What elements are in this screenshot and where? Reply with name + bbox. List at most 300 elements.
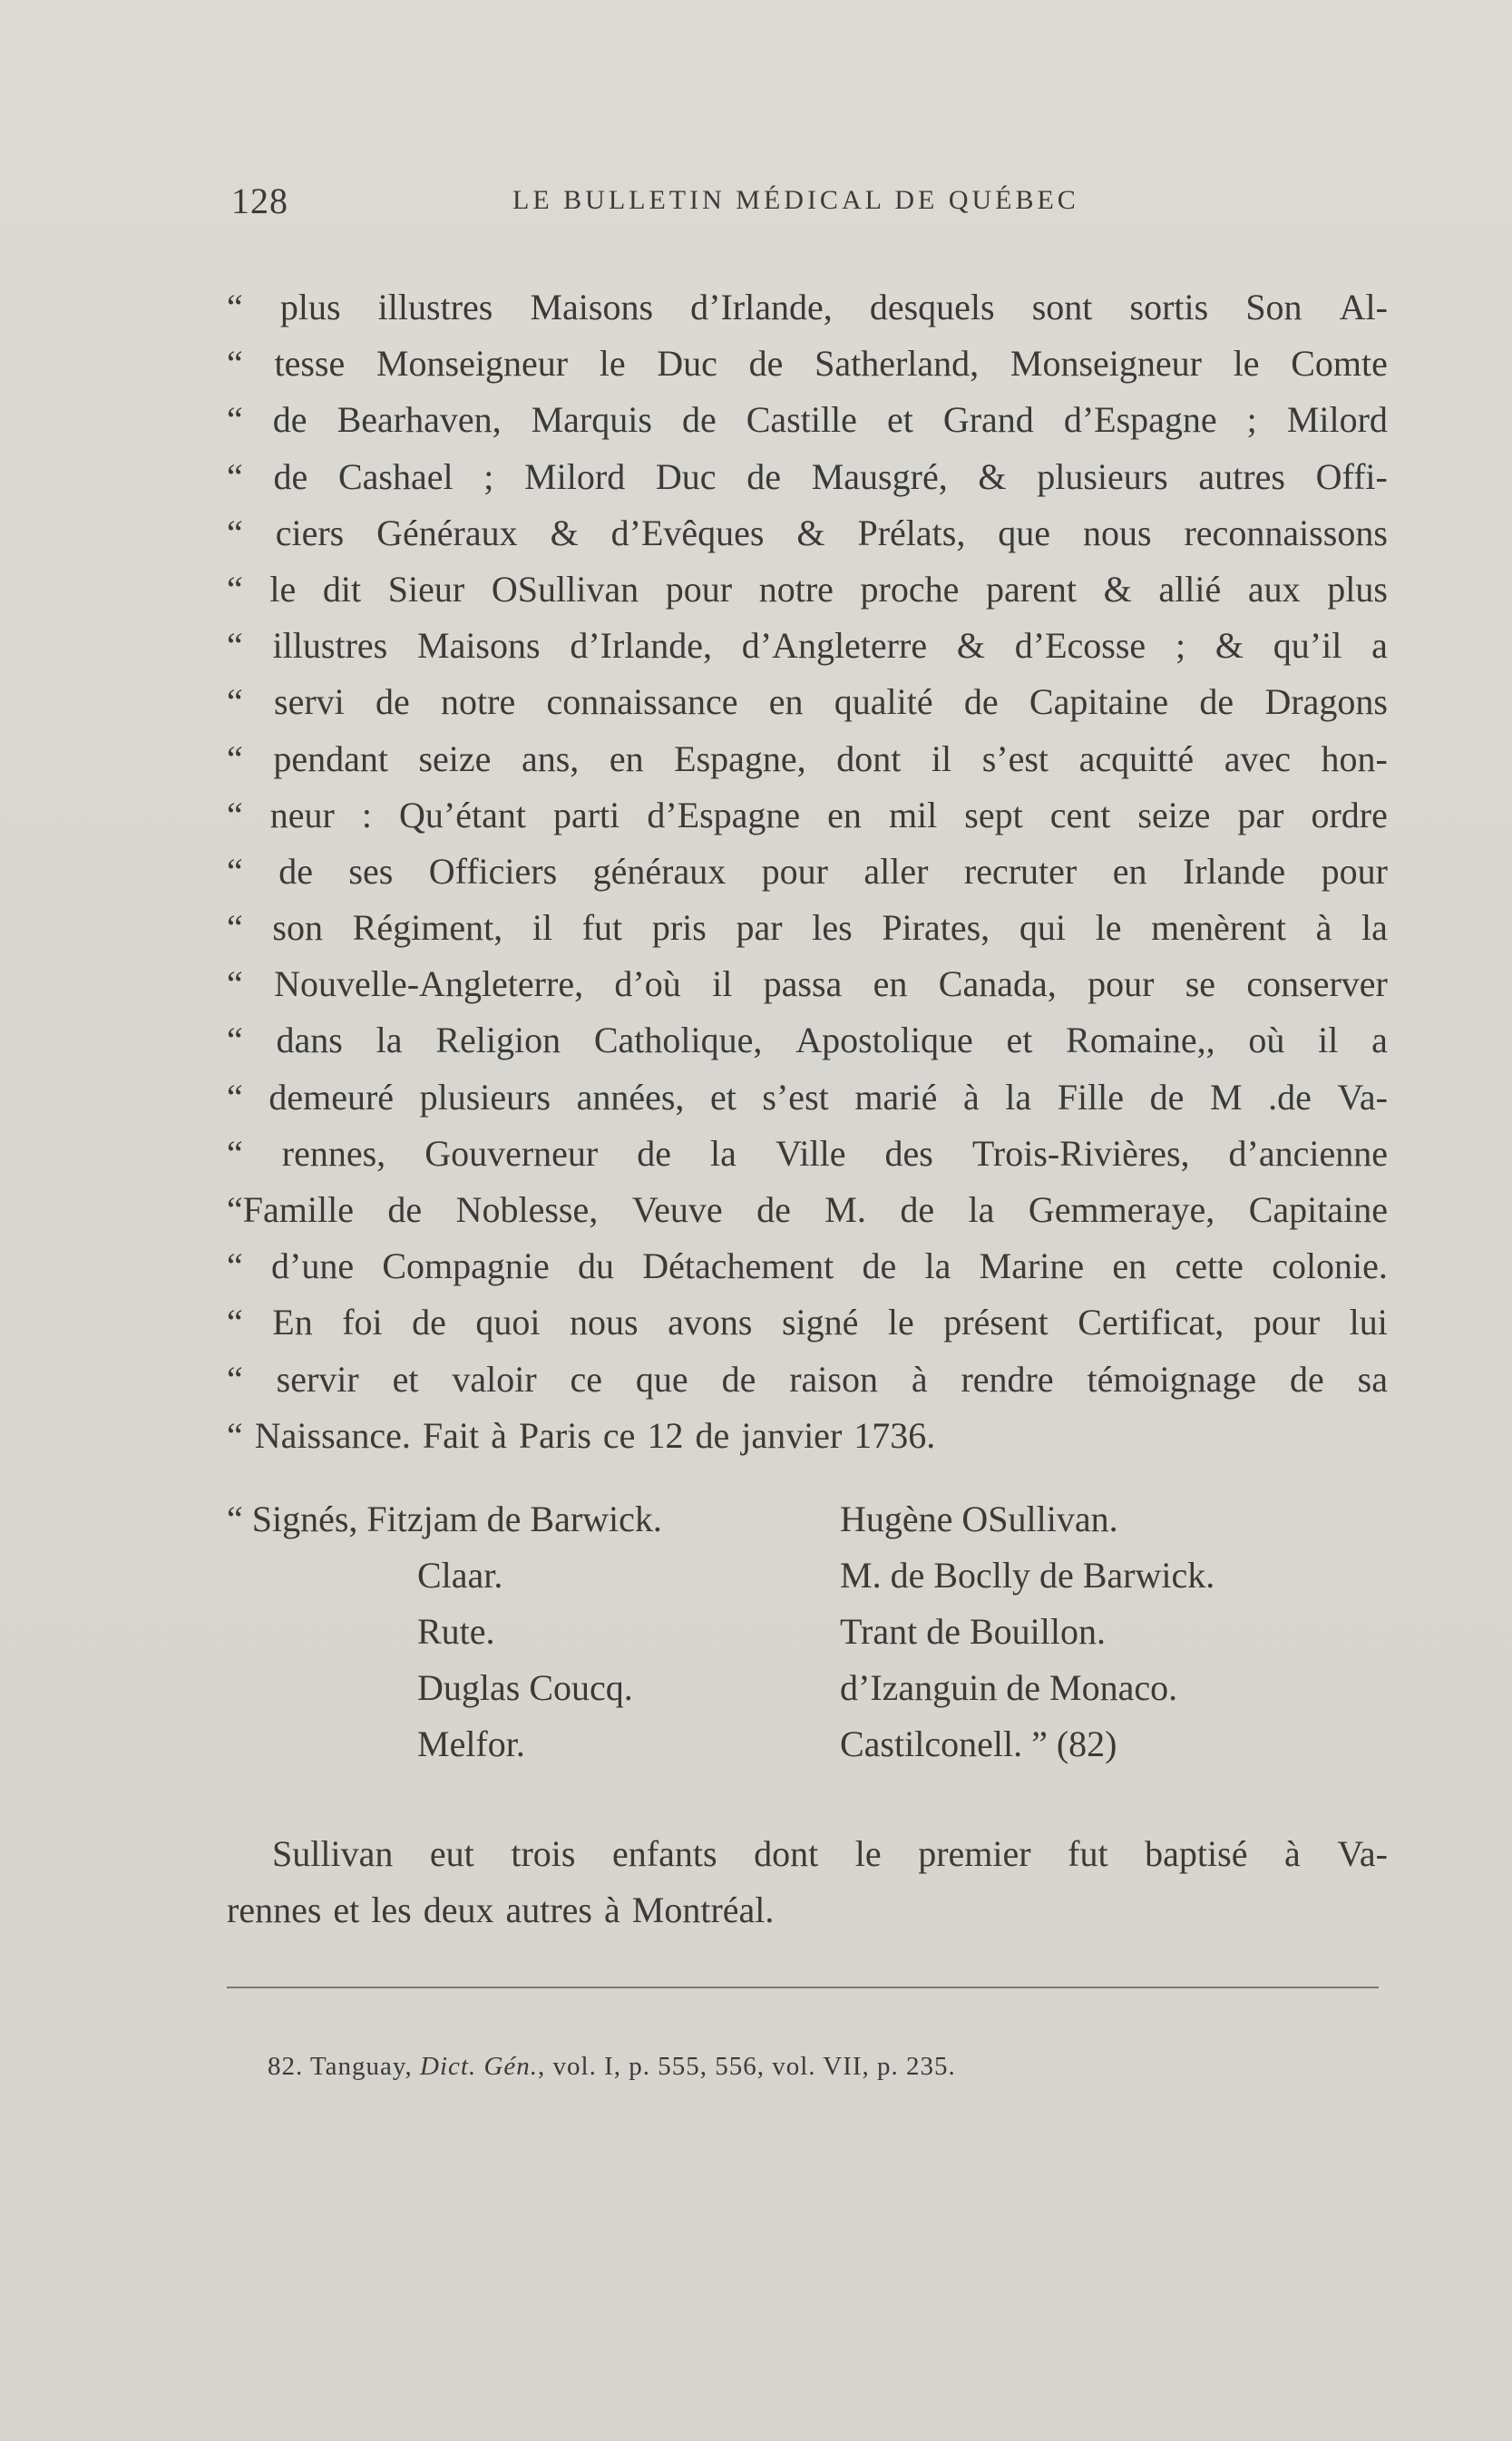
word: Gemmeraye,	[1028, 1189, 1215, 1230]
word: 12	[647, 1414, 684, 1456]
word: avec	[1224, 737, 1291, 779]
word: plusieurs	[419, 1076, 551, 1118]
word: et	[392, 1358, 419, 1400]
word: par	[736, 907, 783, 949]
word: d’Irlande,	[690, 287, 833, 327]
certificate-text	[227, 279, 1388, 1464]
signature-left: Rute.	[417, 1611, 495, 1652]
word: servir	[276, 1358, 359, 1400]
word: allié	[1158, 568, 1222, 610]
page-header	[231, 180, 1383, 225]
word: Marquis	[531, 399, 652, 441]
footnote-divider	[227, 1987, 1379, 1988]
word: notre	[758, 568, 834, 610]
word: Certificat,	[1078, 1302, 1224, 1343]
word: Trois-Rivières,	[971, 1132, 1190, 1174]
word: Mausgré,	[811, 455, 948, 497]
word: à	[604, 1889, 620, 1931]
word: les	[371, 1889, 412, 1931]
word: Compagnie	[382, 1245, 550, 1287]
word: Apostolique	[795, 1020, 973, 1061]
word: “	[227, 737, 243, 779]
word: parent	[986, 568, 1077, 610]
text-line	[227, 1182, 1388, 1238]
word: et	[1006, 1020, 1033, 1061]
text-line	[227, 674, 1388, 730]
word: qu’il	[1273, 625, 1342, 667]
word: &	[956, 625, 985, 667]
word: à	[491, 1414, 507, 1456]
word: &	[1103, 568, 1132, 610]
word: plus	[279, 287, 341, 327]
word: de	[746, 455, 782, 497]
word: d’Irlande,	[570, 625, 712, 667]
word: Sieur	[387, 568, 465, 610]
word: cette	[1175, 1245, 1244, 1287]
word: de	[963, 681, 999, 723]
word: Fait	[422, 1414, 480, 1456]
word: lui	[1349, 1302, 1388, 1343]
word: et	[886, 399, 913, 441]
word: “	[227, 794, 243, 835]
word: pour	[1088, 963, 1155, 1005]
word: Pirates,	[882, 907, 990, 949]
word: le	[599, 343, 626, 385]
word: En	[272, 1302, 313, 1343]
word: d’où	[614, 963, 681, 1005]
signature-left: Duglas Coucq.	[417, 1667, 633, 1708]
word: &	[550, 512, 579, 553]
text-line	[227, 900, 1388, 956]
word: “	[227, 1302, 243, 1343]
word: premier	[918, 1833, 1031, 1874]
word: Monseigneur	[1010, 343, 1202, 385]
word: “	[227, 625, 243, 667]
word: eut	[429, 1833, 474, 1874]
word: dit	[322, 568, 362, 610]
word: rennes	[227, 1889, 322, 1931]
word: d’Angleterre	[741, 625, 928, 667]
word: de	[272, 399, 307, 441]
word: a	[1371, 1020, 1388, 1061]
word: 1736.	[854, 1414, 936, 1456]
signature-left: Claar.	[417, 1555, 503, 1596]
word: Qu’étant	[399, 794, 526, 835]
paragraph-line	[227, 1882, 1388, 1938]
word: se	[1185, 963, 1216, 1005]
word: de	[637, 1132, 672, 1174]
text-line	[227, 844, 1388, 900]
word: ans,	[521, 737, 580, 779]
signature-left: Melfor.	[417, 1723, 525, 1764]
word: “	[227, 963, 243, 1005]
word: “	[227, 850, 243, 892]
word: conserver	[1246, 963, 1388, 1005]
word: Religion	[435, 1020, 561, 1061]
word: baptisé	[1145, 1833, 1248, 1874]
page-number: 128	[231, 181, 288, 221]
word: de	[412, 1302, 446, 1343]
word: s’est	[981, 737, 1049, 779]
word: Monseigneur	[376, 343, 569, 385]
word: en	[1112, 1245, 1147, 1287]
text-line	[227, 1069, 1388, 1126]
word: “	[227, 399, 243, 441]
word: à	[1315, 907, 1332, 949]
word: colonie.	[1272, 1245, 1388, 1287]
word: servi	[274, 681, 345, 723]
word: le	[854, 1833, 882, 1874]
word: raison	[789, 1358, 878, 1400]
word: ordre	[1311, 794, 1388, 835]
word: et	[709, 1076, 736, 1118]
word: sept	[964, 794, 1023, 835]
word: Duc	[657, 343, 717, 385]
word: “	[227, 681, 243, 723]
word: en	[827, 794, 862, 835]
text-line	[227, 279, 1388, 336]
word: parti	[552, 794, 620, 835]
word: de	[376, 681, 410, 723]
word: pris	[651, 907, 707, 949]
word: de	[681, 399, 717, 441]
footnote-prefix: 82. Tanguay,	[268, 2052, 413, 2081]
word: autres	[505, 1889, 592, 1931]
word: marié	[854, 1076, 938, 1118]
word: nous	[1082, 512, 1152, 553]
word: pour	[761, 850, 828, 892]
word: présent	[943, 1302, 1049, 1343]
word: de	[273, 455, 308, 497]
word: “	[227, 1414, 243, 1456]
word: ce	[602, 1414, 636, 1456]
text-line	[227, 449, 1388, 505]
running-title: LE BULLETIN MÉDICAL DE QUÉBEC	[512, 185, 1079, 215]
word: en	[609, 737, 644, 779]
word: recruter	[963, 850, 1078, 892]
word: Va-	[1337, 1833, 1388, 1874]
word: la	[1005, 1076, 1032, 1118]
word: pour	[665, 568, 733, 610]
word: illustres	[272, 625, 388, 667]
word: aux	[1247, 568, 1301, 610]
closing-paragraph	[227, 1826, 1388, 1938]
word: “	[227, 287, 243, 327]
word: ;	[483, 455, 494, 497]
word: notre	[441, 681, 516, 723]
word: Gouverneur	[424, 1132, 599, 1174]
word: Noblesse,	[455, 1189, 599, 1230]
word: sa	[1357, 1358, 1388, 1400]
word: :	[361, 794, 372, 835]
word: ;	[1175, 625, 1186, 667]
word: “	[227, 1076, 243, 1118]
word: Veuve	[631, 1189, 723, 1230]
signature-right: M. de Boclly de Barwick.	[840, 1555, 1215, 1596]
word: Grand	[942, 399, 1034, 441]
word: ce	[570, 1358, 603, 1400]
word: que	[635, 1358, 688, 1400]
word: il	[712, 963, 733, 1005]
word: de	[1290, 1358, 1324, 1400]
signature-row	[227, 1660, 1406, 1716]
word: qui	[1019, 907, 1066, 949]
word: il	[1318, 1020, 1339, 1061]
word: Maisons	[417, 625, 541, 667]
word: neur	[269, 794, 335, 835]
word: pendant	[273, 737, 388, 779]
text-line	[227, 336, 1388, 392]
word: la	[1361, 907, 1388, 949]
word: Catholique,	[593, 1020, 763, 1061]
word: de	[1199, 681, 1234, 723]
text-line	[227, 392, 1388, 448]
word: Va-	[1337, 1076, 1388, 1118]
word: enfants	[612, 1833, 717, 1874]
word: d’Espagne	[1063, 399, 1217, 441]
word: en	[1112, 850, 1147, 892]
word: foi	[342, 1302, 383, 1343]
word: la	[376, 1020, 403, 1061]
word: trois	[511, 1833, 576, 1874]
word: quoi	[475, 1302, 541, 1343]
word: Milord	[524, 455, 626, 497]
word: Milord	[1286, 399, 1388, 441]
word: rendre	[961, 1358, 1054, 1400]
text-line	[227, 1238, 1388, 1294]
word: Canada,	[938, 963, 1057, 1005]
word: en	[768, 681, 804, 723]
word: Nouvelle-Angleterre,	[274, 963, 584, 1005]
word: à	[1284, 1833, 1301, 1874]
word: nous	[570, 1302, 639, 1343]
text-line	[227, 956, 1388, 1012]
word: Détachement	[642, 1245, 834, 1287]
word: pour	[1321, 850, 1388, 892]
word: Marine	[979, 1245, 1085, 1287]
word: la	[968, 1189, 995, 1230]
word: Satherland,	[815, 343, 980, 385]
word: le	[1095, 907, 1122, 949]
text-line	[227, 787, 1388, 844]
word: deux	[423, 1889, 494, 1931]
signature-right: Hugène OSullivan.	[840, 1499, 1118, 1539]
word: a	[1371, 625, 1388, 667]
word: de	[862, 1245, 897, 1287]
word: Régiment,	[352, 907, 503, 949]
word: plus	[1327, 568, 1388, 610]
word: tesse	[274, 343, 346, 385]
word: et	[333, 1889, 360, 1931]
word: “	[227, 1358, 243, 1400]
word: Sullivan	[272, 1833, 394, 1874]
word: dont	[836, 737, 902, 779]
signature-row	[227, 1716, 1406, 1772]
word: avons	[668, 1302, 753, 1343]
text-line	[227, 561, 1388, 618]
word: le	[1233, 343, 1260, 385]
word: demeuré	[268, 1076, 395, 1118]
word: illustres	[377, 287, 493, 327]
word: du	[578, 1245, 615, 1287]
word: Prélats,	[857, 512, 966, 553]
word: acquitté	[1078, 737, 1195, 779]
word: “Famille	[227, 1189, 354, 1230]
word: de	[756, 1189, 791, 1230]
paragraph-line	[227, 1826, 1388, 1882]
word: de	[695, 1414, 730, 1456]
word: Paris	[518, 1414, 591, 1456]
signature-right: Castilconell. ” (82)	[840, 1723, 1117, 1764]
text-line	[227, 1294, 1388, 1351]
word: .de	[1268, 1076, 1312, 1118]
word: Duc	[655, 455, 717, 497]
word: le	[887, 1302, 914, 1343]
word: que	[998, 512, 1051, 553]
word: seize	[1137, 794, 1211, 835]
word: les	[812, 907, 853, 949]
word: plusieurs	[1037, 455, 1168, 497]
word: passa	[763, 963, 843, 1005]
word: “	[227, 512, 243, 553]
word: “	[227, 1132, 243, 1174]
word: Comte	[1291, 343, 1388, 385]
word: il	[931, 737, 952, 779]
word: ses	[348, 850, 394, 892]
word: reconnaissons	[1184, 512, 1388, 553]
word: Espagne,	[674, 737, 806, 779]
word: signé	[781, 1302, 859, 1343]
word: de	[721, 1358, 756, 1400]
word: généraux	[592, 850, 727, 892]
word: M.	[824, 1189, 866, 1230]
signature-right: Trant de Bouillon.	[840, 1611, 1106, 1652]
signature-left: “ Signés, Fitzjam de Barwick.	[227, 1499, 662, 1539]
text-line	[227, 1408, 1388, 1464]
word: en	[873, 963, 908, 1005]
word: cent	[1049, 794, 1111, 835]
word: de	[278, 850, 313, 892]
footnote	[268, 2052, 956, 2082]
word: Offi-	[1315, 455, 1388, 497]
word: connaissance	[546, 681, 738, 723]
word: Castille	[746, 399, 857, 441]
word: à	[962, 1076, 980, 1118]
word: rennes,	[281, 1132, 386, 1174]
word: autres	[1198, 455, 1285, 497]
signature-row	[227, 1548, 1406, 1604]
word: son	[272, 907, 323, 949]
word: seize	[418, 737, 492, 779]
word: d’ancienne	[1228, 1132, 1388, 1174]
word: OSullivan	[491, 568, 639, 610]
word: valoir	[452, 1358, 537, 1400]
word: d’Ecosse	[1014, 625, 1146, 667]
word: “	[227, 455, 243, 497]
word: dont	[754, 1833, 819, 1874]
word: sortis	[1129, 287, 1209, 327]
word: “	[227, 1020, 243, 1061]
word: dans	[276, 1020, 343, 1061]
word: le	[269, 568, 297, 610]
word: de	[387, 1189, 423, 1230]
word: fut	[1068, 1833, 1108, 1874]
signature-row	[227, 1604, 1406, 1660]
word: Maisons	[530, 287, 654, 327]
text-line	[227, 505, 1388, 561]
word: &	[978, 455, 1007, 497]
word: de	[900, 1189, 935, 1230]
word: Naissance.	[254, 1414, 411, 1456]
word: par	[1237, 794, 1284, 835]
word: mil	[888, 794, 938, 835]
word: à	[911, 1358, 928, 1400]
word: Officiers	[428, 850, 558, 892]
word: Cashael	[337, 455, 454, 497]
text-line	[227, 618, 1388, 674]
word: Son	[1245, 287, 1302, 327]
word: “	[227, 568, 243, 610]
word: fut	[581, 907, 623, 949]
word: Montréal.	[631, 1889, 775, 1931]
word: s’est	[762, 1076, 829, 1118]
word: d’Evêques	[610, 512, 765, 553]
signature-right: d’Izanguin de Monaco.	[840, 1667, 1178, 1708]
word: ;	[1246, 399, 1257, 441]
word: de	[1149, 1076, 1185, 1118]
word: d’une	[271, 1245, 355, 1287]
word: menèrent	[1151, 907, 1286, 949]
word: hon-	[1321, 737, 1388, 779]
word: Généraux	[376, 512, 518, 553]
word: sont	[1031, 287, 1093, 327]
word: janvier	[741, 1414, 843, 1456]
word: Dragons	[1264, 681, 1388, 723]
word: Romaine,,	[1066, 1020, 1215, 1061]
word: témoignage	[1087, 1358, 1257, 1400]
footnote-title: Dict. Gén.	[420, 2052, 539, 2081]
word: Fille	[1057, 1076, 1125, 1118]
footnote-suffix: , vol. I, p. 555, 556, vol. VII, p. 235.	[538, 2052, 956, 2081]
word: des	[884, 1132, 933, 1174]
word: Capitaine	[1248, 1189, 1388, 1230]
word: proche	[860, 568, 960, 610]
word: ciers	[275, 512, 345, 553]
word: d’Espagne	[647, 794, 801, 835]
word: la	[710, 1132, 736, 1174]
word: de	[748, 343, 784, 385]
word: Irlande	[1182, 850, 1286, 892]
signature-row	[227, 1491, 1406, 1548]
word: il	[532, 907, 553, 949]
word: où	[1248, 1020, 1285, 1061]
word: M	[1209, 1076, 1243, 1118]
signature-block	[227, 1491, 1406, 1772]
word: “	[227, 907, 243, 949]
text-line	[227, 1012, 1388, 1069]
word: “	[227, 1245, 243, 1287]
word: Capitaine	[1029, 681, 1169, 723]
text-line	[227, 1352, 1388, 1408]
word: desquels	[869, 287, 995, 327]
word: qualité	[834, 681, 933, 723]
word: Bearhaven,	[337, 399, 502, 441]
word: Al-	[1339, 287, 1388, 327]
word: la	[924, 1245, 951, 1287]
text-line	[227, 1126, 1388, 1182]
word: &	[1214, 625, 1244, 667]
word: pour	[1253, 1302, 1321, 1343]
